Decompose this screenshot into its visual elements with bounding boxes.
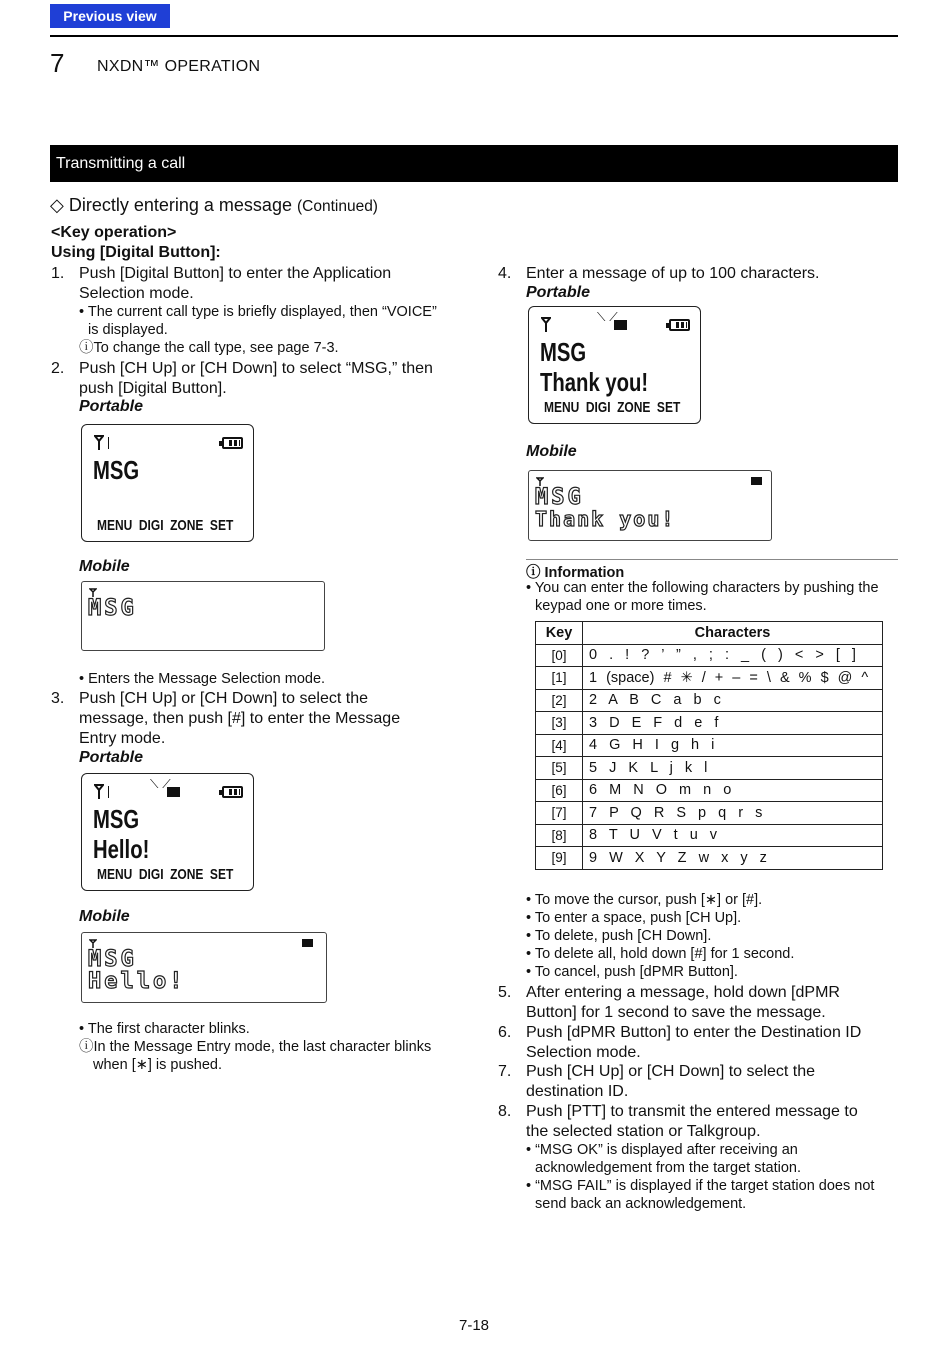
mobile-msg-text: MSG xyxy=(535,485,584,510)
step-text: Push [dPMR Button] to enter the Destination ID xyxy=(526,1024,862,1041)
step-8-bullet: • “MSG OK” is displayed after receiving an xyxy=(526,1142,798,1158)
portable-label: Portable xyxy=(79,749,144,766)
step-5 xyxy=(498,983,898,1023)
key-cell: [6] xyxy=(536,779,583,802)
mobile-label: Mobile xyxy=(526,443,577,460)
chapter-title: NXDN™ OPERATION xyxy=(97,58,261,75)
step-4 xyxy=(498,264,898,284)
chapter-number: 7 xyxy=(50,48,65,78)
table-header-row xyxy=(536,622,883,645)
step-text: Push [Digital Button] to enter the Application xyxy=(79,265,392,282)
info-title: ⓘ Information xyxy=(526,565,625,581)
chars-cell: 2 A B C a b c xyxy=(583,689,883,712)
chars-cell: 3 D E F d e f xyxy=(583,712,883,735)
step-number: 1. xyxy=(51,265,65,282)
portable-label: Portable xyxy=(79,398,144,415)
step-text: the selected station or Talkgroup. xyxy=(526,1123,761,1140)
step-1-note: ⓘTo change the call type, see page 7-3. xyxy=(79,340,339,356)
step-8-bullet-cont: acknowledgement from the target station. xyxy=(535,1160,801,1176)
info-text-cont: keypad one or more times. xyxy=(535,598,707,614)
key-cell: [5] xyxy=(536,757,583,780)
previous-view-button[interactable]: Previous view xyxy=(50,4,170,28)
delete-bullet: • To delete, push [CH Down]. xyxy=(526,928,712,944)
header-key: Key xyxy=(536,622,583,645)
step-3-note: ⓘIn the Message Entry mode, the last character blinks xyxy=(79,1039,432,1055)
table-row xyxy=(536,824,883,847)
battery-icon xyxy=(222,786,243,798)
chars-cell: 6 M N O m n o xyxy=(583,779,883,802)
step-3-bullet: • The first character blinks. xyxy=(79,1021,250,1037)
info-text: • You can enter the following characters by pushing the xyxy=(526,580,879,596)
portable-display-msg xyxy=(81,424,254,542)
step-number: 8. xyxy=(498,1103,512,1120)
display-softkeys: MENU DIGI ZONE SET xyxy=(544,399,681,416)
signal-bar-icon xyxy=(108,437,109,449)
info-divider xyxy=(526,559,898,560)
chars-cell: 0 . ! ? ’ ” , ; : _ ( ) < > [ ] xyxy=(583,644,883,667)
key-cell: [4] xyxy=(536,734,583,757)
table-row xyxy=(536,757,883,780)
step-number: 7. xyxy=(498,1063,512,1080)
table-row xyxy=(536,734,883,757)
key-cell: [0] xyxy=(536,644,583,667)
step-text: Entry mode. xyxy=(79,730,166,747)
battery-icon xyxy=(669,319,690,331)
blink-rays-icon: ⟍ ⟋ xyxy=(150,777,171,791)
signal-bar-icon xyxy=(108,786,109,798)
step-1-bullet-cont: is displayed. xyxy=(88,322,168,338)
step-8-bullet-cont: send back an acknowledgement. xyxy=(535,1196,747,1212)
step-1 xyxy=(51,264,471,304)
chars-cell: 7 P Q R S p q r s xyxy=(583,802,883,825)
step-text: destination ID. xyxy=(526,1083,629,1100)
mobile-msg-text: MSG xyxy=(88,596,137,621)
mobile-thank-you-text: Thank you! xyxy=(535,507,676,531)
subsection-continued: (Continued) xyxy=(296,198,378,215)
cancel-bullet: • To cancel, push [dPMR Button]. xyxy=(526,964,738,980)
display-msg-text: MSG xyxy=(540,337,587,367)
step-6 xyxy=(498,1023,898,1063)
subsection-heading xyxy=(50,195,378,216)
display-msg-text: MSG xyxy=(93,455,140,485)
key-operation-heading: <Key operation> xyxy=(51,224,177,241)
display-softkeys: MENU DIGI ZONE SET xyxy=(97,866,234,883)
step-3 xyxy=(51,689,471,749)
chars-cell: 4 G H I g h i xyxy=(583,734,883,757)
step-8 xyxy=(498,1102,898,1142)
table-row xyxy=(536,779,883,802)
step-text: Push [CH Up] or [CH Down] to select “MSG,” then xyxy=(79,360,433,377)
key-cell: [8] xyxy=(536,824,583,847)
diamond-icon: ◇ xyxy=(50,195,64,215)
step-1-bullet: • The current call type is briefly displayed, then “VOICE” xyxy=(79,304,437,320)
table-row xyxy=(536,847,883,870)
key-cell: [2] xyxy=(536,689,583,712)
section-title: Transmitting a call xyxy=(56,155,186,172)
table-row xyxy=(536,712,883,735)
envelope-icon xyxy=(302,939,313,947)
header-rule xyxy=(50,35,898,37)
step-2 xyxy=(51,359,471,399)
mobile-hello-text: Hello! xyxy=(88,969,186,994)
table-row xyxy=(536,689,883,712)
step-text: Push [CH Up] or [CH Down] to select the xyxy=(79,690,368,707)
mobile-display-thank-you xyxy=(528,470,772,541)
step-text: Enter a message of up to 100 characters. xyxy=(526,265,820,282)
delete-all-bullet: • To delete all, hold down [#] for 1 second. xyxy=(526,946,795,962)
space-bullet: • To enter a space, push [CH Up]. xyxy=(526,910,742,926)
step-number: 2. xyxy=(51,360,65,377)
key-cell: [9] xyxy=(536,847,583,870)
mobile-label: Mobile xyxy=(79,558,130,575)
mobile-msg-text: MSG xyxy=(88,947,137,972)
key-cell: [1] xyxy=(536,667,583,690)
step-text: push [Digital Button]. xyxy=(79,380,227,397)
page-number: 7-18 xyxy=(459,1317,490,1334)
subsection-title: Directly entering a message xyxy=(68,195,292,215)
step-text: Push [PTT] to transmit the entered message to xyxy=(526,1103,858,1120)
blink-rays-icon: ⟍ ⟋ xyxy=(597,310,618,324)
display-thank-you-text: Thank you! xyxy=(540,367,649,397)
table-row xyxy=(536,802,883,825)
step-number: 3. xyxy=(51,690,65,707)
character-table xyxy=(535,621,883,870)
step-text: Button] for 1 second to save the message. xyxy=(526,1004,826,1021)
mobile-display-msg xyxy=(81,581,325,651)
envelope-icon xyxy=(751,477,762,485)
step-text: Selection mode. xyxy=(526,1044,641,1061)
table-row xyxy=(536,644,883,667)
portable-display-thank-you xyxy=(528,306,701,424)
display-hello-text: Hello! xyxy=(93,834,150,864)
chars-cell: 5 J K L j k l xyxy=(583,757,883,780)
battery-icon xyxy=(222,437,243,449)
step-8-bullet: • “MSG FAIL” is displayed if the target station does not xyxy=(526,1178,875,1194)
step-number: 5. xyxy=(498,984,512,1001)
table-row xyxy=(536,667,883,690)
step-number: 6. xyxy=(498,1024,512,1041)
antenna-icon xyxy=(94,435,104,451)
step-text: message, then push [#] to enter the Message xyxy=(79,710,401,727)
key-cell: [3] xyxy=(536,712,583,735)
step-number: 4. xyxy=(498,265,512,282)
step-text: Push [CH Up] or [CH Down] to select the xyxy=(526,1063,815,1080)
mobile-label: Mobile xyxy=(79,908,130,925)
chars-cell: 1 (space) # ✳ / + – = \ & % $ @ ^ xyxy=(583,667,883,690)
key-cell: [7] xyxy=(536,802,583,825)
section-title-bar xyxy=(50,145,898,182)
display-softkeys: MENU DIGI ZONE SET xyxy=(97,517,234,534)
header-characters: Characters xyxy=(583,622,883,645)
portable-display-hello xyxy=(81,773,254,891)
chars-cell: 9 W X Y Z w x y z xyxy=(583,847,883,870)
antenna-icon xyxy=(94,784,104,800)
cursor-bullet: • To move the cursor, push [∗] or [#]. xyxy=(526,892,763,908)
step-text: Selection mode. xyxy=(79,285,194,302)
portable-label: Portable xyxy=(526,284,591,301)
step-7 xyxy=(498,1062,898,1102)
step-3-note-cont: when [∗] is pushed. xyxy=(93,1057,223,1073)
using-heading: Using [Digital Button]: xyxy=(51,244,221,261)
mobile-display-hello xyxy=(81,932,327,1003)
chars-cell: 8 T U V t u v xyxy=(583,824,883,847)
step-2-bullet: • Enters the Message Selection mode. xyxy=(79,671,326,687)
antenna-icon xyxy=(541,317,551,333)
step-text: After entering a message, hold down [dPMR xyxy=(526,984,840,1001)
display-msg-text: MSG xyxy=(93,804,140,834)
